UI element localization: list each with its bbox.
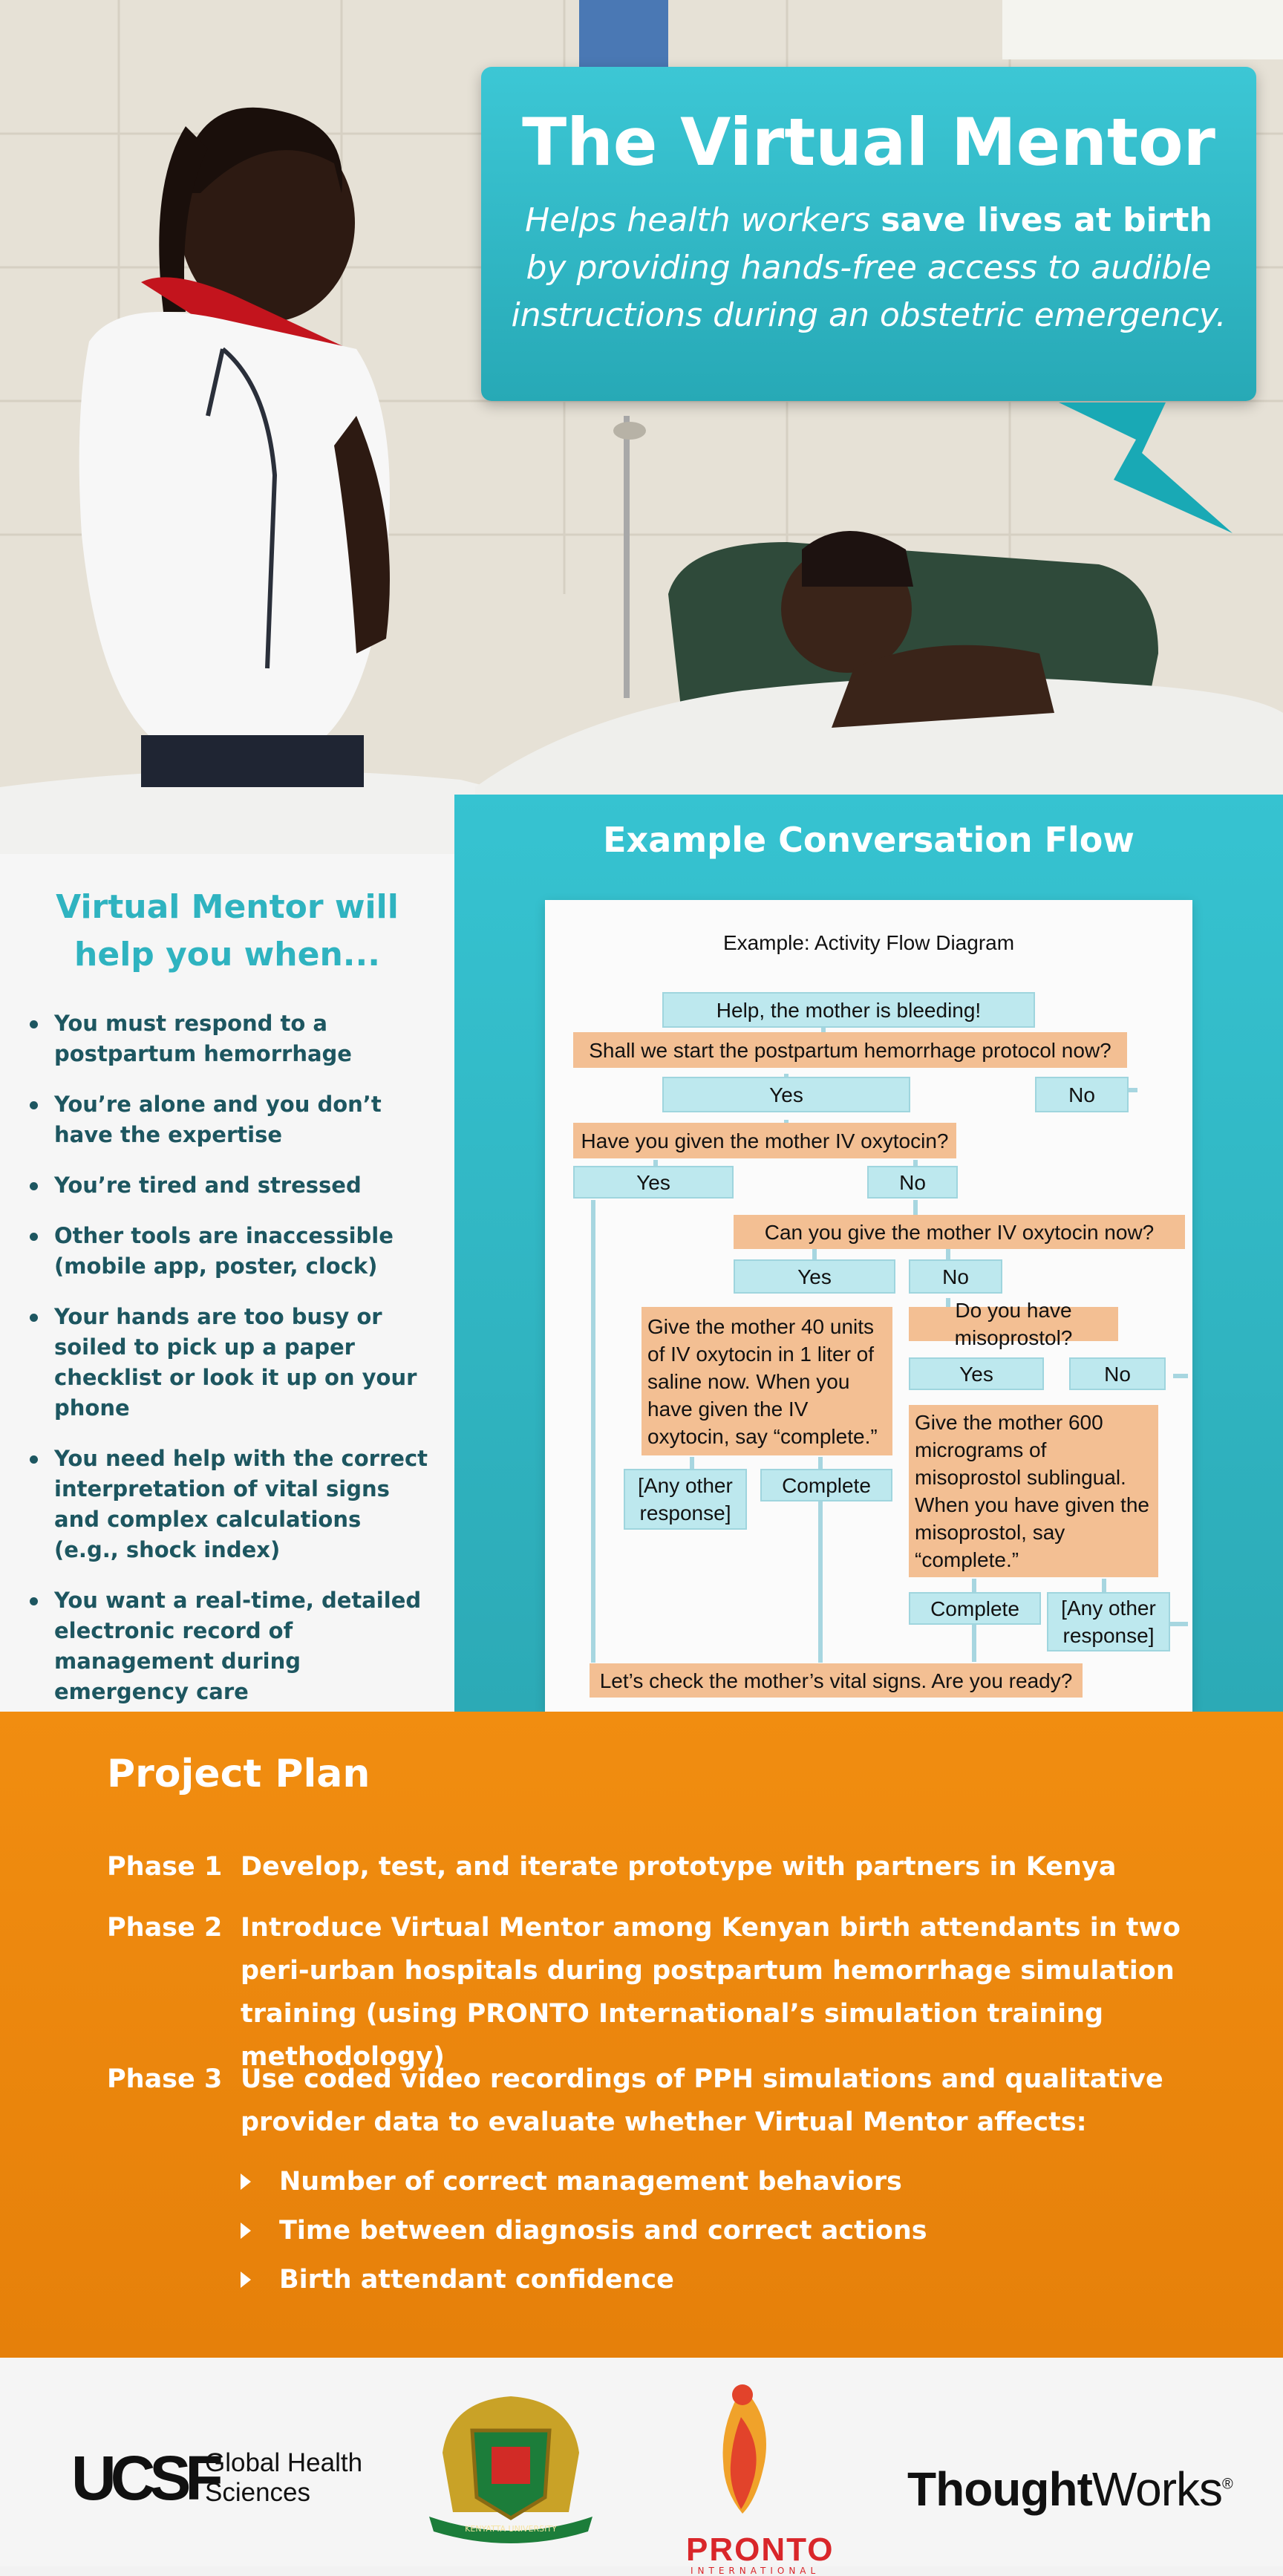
bullet-text: Birth attendant confidence [279, 2265, 674, 2295]
flow-vitals: Let’s check the mother’s vital signs. Are you ready? [590, 1663, 1083, 1698]
flow-q-given: Have you given the mother IV oxytocin? [573, 1123, 956, 1158]
kenyatta-text: KENYATTA UNIVERSITY [465, 2524, 557, 2534]
phase-label: Phase 2 [107, 1913, 223, 1943]
flow-no-4: No [1069, 1357, 1166, 1390]
flow-no-2: No [867, 1166, 958, 1199]
connector [818, 1501, 823, 1663]
flow-q-can-give: Can you give the mother IV oxytocin now? [734, 1215, 1185, 1249]
list-item: You’re tired and stressed [30, 1170, 431, 1201]
flow-no-1: No [1035, 1077, 1129, 1112]
flow-no-3: No [909, 1259, 1002, 1294]
when-list [30, 1008, 431, 1707]
connector [1173, 1374, 1188, 1378]
plan-heading: Project Plan [107, 1752, 370, 1796]
conversation-flow-panel [454, 795, 1283, 1712]
phase-label: Phase 1 [107, 1852, 223, 1882]
flow-give-miso: Give the mother 600 micrograms of misoprostol sublingual. When you have given the misoprostol, say “complete.” [909, 1405, 1158, 1577]
list-item [241, 2157, 927, 2206]
flow-q-miso: Do you have misoprostol? [909, 1307, 1118, 1341]
tagline-text-1: Helps health workers [525, 201, 881, 239]
phase-3-bullets [241, 2157, 927, 2304]
flow-yes-3: Yes [734, 1259, 895, 1294]
list-item: You need help with the correct interpretation of vital signs and complex calculations (e.g., shock index) [30, 1444, 431, 1565]
flow-complete-2: Complete [909, 1592, 1041, 1625]
tagline-bold: save lives at birth [881, 201, 1212, 239]
phase-2 [107, 1906, 1184, 2078]
flow-give-oxytocin: Give the mother 40 units of IV oxytocin in 1 liter of saline now. When you have given the IV oxytocin, say “complete.” [642, 1307, 892, 1455]
flow-diagram [545, 900, 1192, 1712]
ucsf-logo: UCSF [71, 2443, 218, 2513]
pronto-subtitle: INTERNATIONAL [691, 2566, 820, 2576]
when-heading: Virtual Mentor will help you when... [56, 888, 399, 974]
ucsf-line-2: Sciences [205, 2478, 311, 2507]
page-title: The Virtual Mentor [522, 104, 1215, 180]
list-item: You must respond to a postpartum hemorrhage [30, 1008, 431, 1069]
list-item: You’re alone and you don’t have the expertise [30, 1089, 431, 1150]
connector [972, 1623, 976, 1662]
phase-text: Introduce Virtual Mentor among Kenyan birth attendants in two peri-urban hospitals during postpartum hemorrhage simulation training (using PRONTO International’s simulation training methodology) [241, 1913, 1181, 2072]
diagram-title: Example: Activity Flow Diagram [722, 931, 1015, 954]
ucsf-line-1: Global Health [205, 2448, 363, 2477]
flow-yes-1: Yes [662, 1077, 910, 1112]
speech-bolt-icon [1054, 400, 1247, 548]
list-item [241, 2206, 927, 2255]
project-plan-section [0, 1712, 1283, 2358]
list-item [241, 2255, 927, 2304]
phase-label: Phase 3 [107, 2064, 223, 2094]
partner-logos [0, 2358, 1283, 2576]
flow-heading: Example Conversation Flow [603, 820, 1135, 860]
list-item: You want a real-time, detailed electronic record of management during emergency care [30, 1585, 431, 1707]
flow-complete-1: Complete [760, 1469, 892, 1501]
pronto-flame-icon [705, 2373, 780, 2521]
hero-photo [0, 0, 1283, 854]
thoughtworks-logo [907, 2462, 1233, 2517]
tw-mark: ® [1222, 2476, 1233, 2493]
connector [1167, 1622, 1188, 1626]
connector [591, 1200, 595, 1663]
flow-help: Help, the mother is bleeding! [662, 992, 1035, 1028]
list-item: Your hands are too busy or soiled to pick up a paper checklist or look it up on your phone [30, 1302, 431, 1424]
tw-bold: Thought [907, 2462, 1092, 2516]
flow-q-protocol: Shall we start the postpartum hemorrhage protocol now? [573, 1032, 1127, 1068]
tw-rest: Works [1091, 2462, 1223, 2516]
phase-3 [107, 2058, 1184, 2144]
bullet-arrow-icon [241, 2223, 251, 2239]
when-to-use-panel [0, 854, 454, 1712]
flow-yes-2: Yes [573, 1166, 734, 1199]
tagline-text-2: by providing hands-free access to audible instructions during an obstetric emergency. [511, 249, 1227, 334]
flow-any-other-2: [Any other response] [1047, 1592, 1170, 1651]
kenyatta-crest-icon [420, 2386, 601, 2542]
bullet-text: Number of correct management behaviors [279, 2167, 902, 2197]
phase-text: Develop, test, and iterate prototype with partners in Kenya [241, 1852, 1117, 1882]
tagline [481, 197, 1256, 339]
bullet-text: Time between diagnosis and correct actions [279, 2216, 927, 2246]
bullet-arrow-icon [241, 2174, 251, 2190]
ucsf-subtitle [205, 2448, 362, 2508]
phase-text: Use coded video recordings of PPH simulations and qualitative provider data to evaluate whether Virtual Mentor affects: [241, 2064, 1163, 2137]
phase-1 [107, 1845, 1184, 1888]
title-callout [481, 67, 1256, 401]
bullet-arrow-icon [241, 2272, 251, 2288]
pronto-logo: PRONTO [686, 2531, 835, 2568]
flow-yes-4: Yes [909, 1357, 1044, 1390]
list-item: Other tools are inaccessible (mobile app, poster, clock) [30, 1221, 431, 1282]
flow-any-other-1: [Any other response] [624, 1469, 747, 1530]
